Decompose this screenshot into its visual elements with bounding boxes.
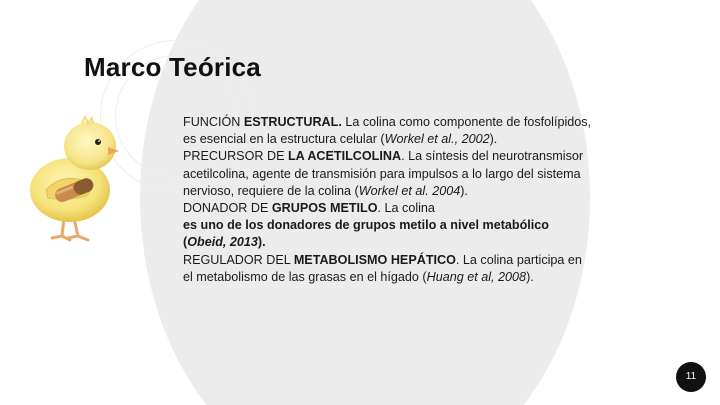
text-run: ).: [526, 269, 534, 284]
text-run: ).: [460, 183, 468, 198]
text-run-bold: es uno de los donadores de grupos metilo a nivel metabólico (: [183, 218, 549, 250]
chick-image: [22, 110, 137, 250]
text-run: FUNCIÓN: [183, 115, 244, 129]
paragraph-structural-function: [183, 114, 593, 148]
paragraph-hepatic-regulator: [183, 252, 593, 286]
text-run: PRECURSOR DE: [183, 149, 288, 164]
citation: Obeid, 2013: [187, 235, 258, 250]
page-number-badge: 11: [676, 362, 706, 392]
text-run: . La síntesis del neurotransmisor acetilcolina, agente de transmisión para impulsos a lo largo del sistema nervioso, requiere de la colina (: [183, 149, 584, 198]
text-run: DONADOR DE: [183, 201, 272, 216]
paragraph-acetylcholine-precursor: [183, 148, 593, 200]
text-run-bold: ESTRUCTURAL.: [243, 115, 342, 129]
text-run: . La colina: [377, 201, 435, 216]
text-run-bold: LA ACETILCOLINA: [287, 149, 402, 164]
text-run: ).: [489, 132, 498, 147]
text-run-bold: GRUPOS METILO: [271, 201, 378, 216]
text-run: . La colina participa en el metabolismo de las grasas en el hígado (: [183, 252, 582, 284]
citation: Huang et al, 2008: [426, 269, 527, 284]
paragraph-methyl-donor-detail: [183, 217, 593, 251]
text-run-bold: METABOLISMO HEPÁTICO: [293, 252, 456, 267]
slide-title: Marco Teórica: [84, 52, 261, 82]
citation: Workel et al., 2002: [384, 132, 490, 147]
text-run: La colina como componente de fosfolípidos, es esencial en la estructura celular (: [183, 115, 592, 147]
text-run-bold: ).: [257, 235, 266, 250]
content-text: [183, 114, 593, 286]
paragraph-methyl-donor: [183, 200, 593, 217]
text-run: REGULADOR DEL: [183, 252, 294, 267]
citation: Workel et al. 2004: [358, 183, 461, 198]
